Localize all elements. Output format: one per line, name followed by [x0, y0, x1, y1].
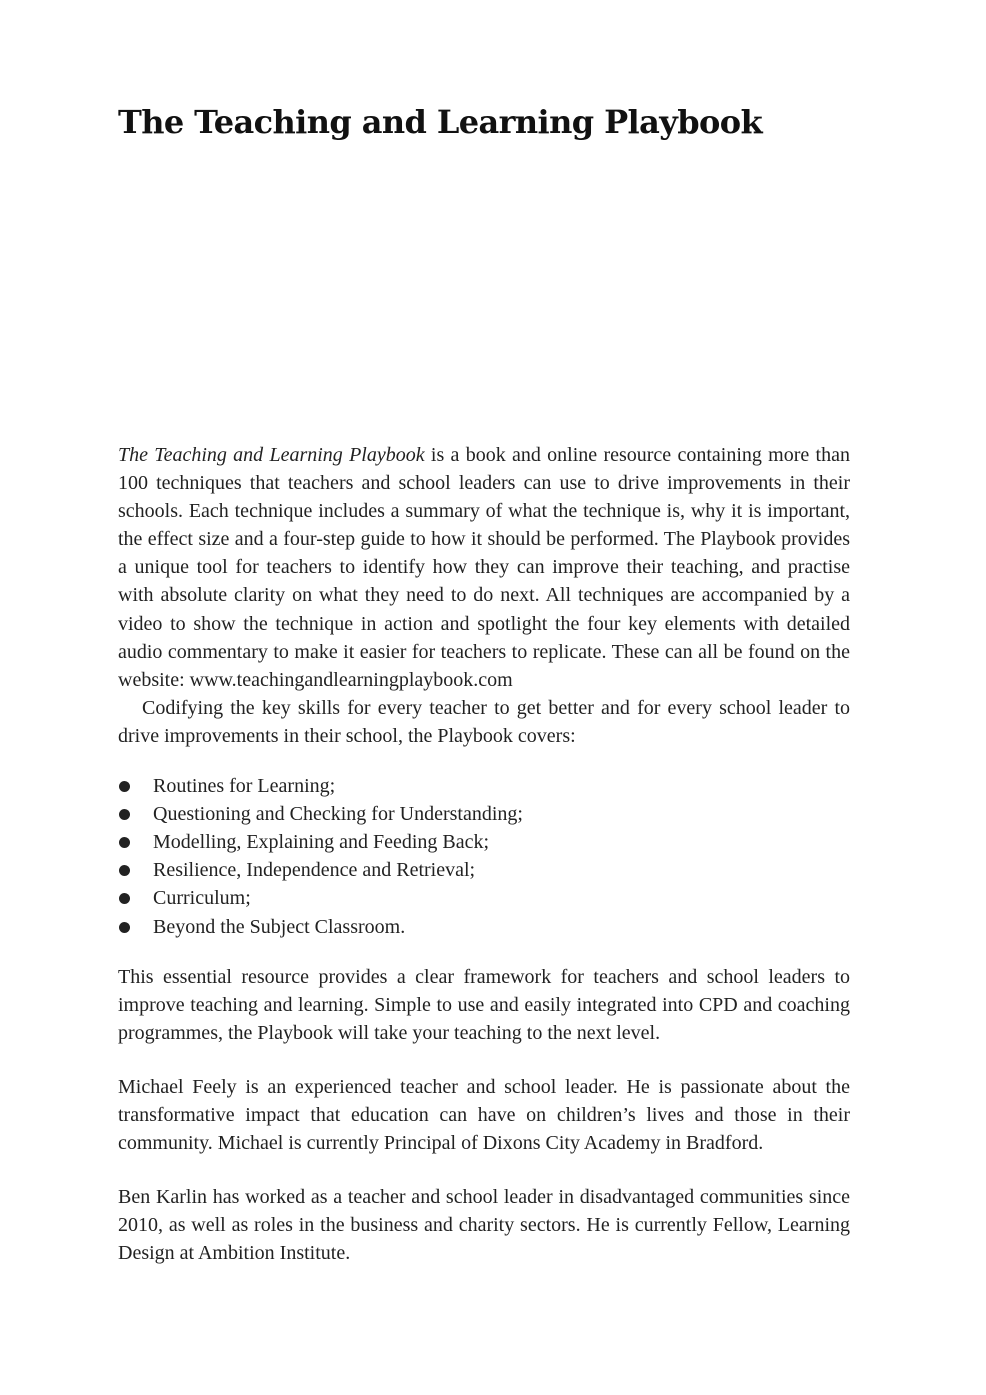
list-item-label: Routines for Learning;	[153, 775, 336, 798]
intro-paragraph	[118, 441, 850, 694]
list-item	[118, 913, 850, 941]
bullet-icon	[119, 809, 130, 820]
list-item	[118, 772, 850, 800]
topics-list	[118, 772, 850, 941]
body-text	[118, 441, 850, 1267]
bullet-icon	[119, 781, 130, 792]
list-item-label: Curriculum;	[153, 887, 251, 910]
book-title-italic: The Teaching and Learning Playbook	[118, 444, 425, 466]
bullet-icon	[119, 865, 130, 876]
list-item	[118, 856, 850, 884]
list-item	[118, 828, 850, 856]
bullet-icon	[119, 893, 130, 904]
list-item	[118, 800, 850, 828]
author-ben-paragraph: Ben Karlin has worked as a teacher and school leader in disadvantaged communities since 2010, as well as roles in the business and charity sectors. He is currently Fellow, Learning Design at Ambition Institute.	[118, 1186, 850, 1265]
intro-text: is a book and online resource containing more than 100 techniques that teachers and school leaders can use to drive improvements in their schools. Each technique includes a summary of what the technique is, why it is important, the effect size and a four-step guide to how it should be performed. The Playbook provides a unique tool for teachers to identify how they can improve their teaching, and practise with absolute clarity on what they need to do next. All techniques are accompanied by a video to show the technique in action and spotlight the four key elements with detailed audio commentary to make it easier for teachers to replicate. These can all be found on the website: www.teachingandlearningplaybook.com	[118, 444, 850, 691]
page-title: The Teaching and Learning Playbook	[118, 103, 763, 141]
list-item-label: Beyond the Subject Classroom.	[153, 915, 406, 938]
author-michael-paragraph: Michael Feely is an experienced teacher and school leader. He is passionate about the transformative impact that education can have on children’s lives and those in their community. Michael is currently Principal of Dixons City Academy in Bradford.	[118, 1075, 850, 1155]
codifying-paragraph: Codifying the key skills for every teacher to get better and for every school leader to drive improvements in their school, the Playbook covers:	[118, 696, 850, 747]
list-item-label: Questioning and Checking for Understanding;	[153, 803, 523, 826]
bullet-icon	[119, 922, 130, 933]
list-item-label: Resilience, Independence and Retrieval;	[153, 859, 476, 882]
bullet-icon	[119, 837, 130, 848]
list-item	[118, 884, 850, 912]
list-item-label: Modelling, Explaining and Feeding Back;	[153, 831, 490, 854]
essential-paragraph: This essential resource provides a clear framework for teachers and school leaders to improve teaching and learning. Simple to use and easily integrated into CPD and coaching programmes, the Playbook will take your teaching to the next level.	[118, 965, 850, 1044]
